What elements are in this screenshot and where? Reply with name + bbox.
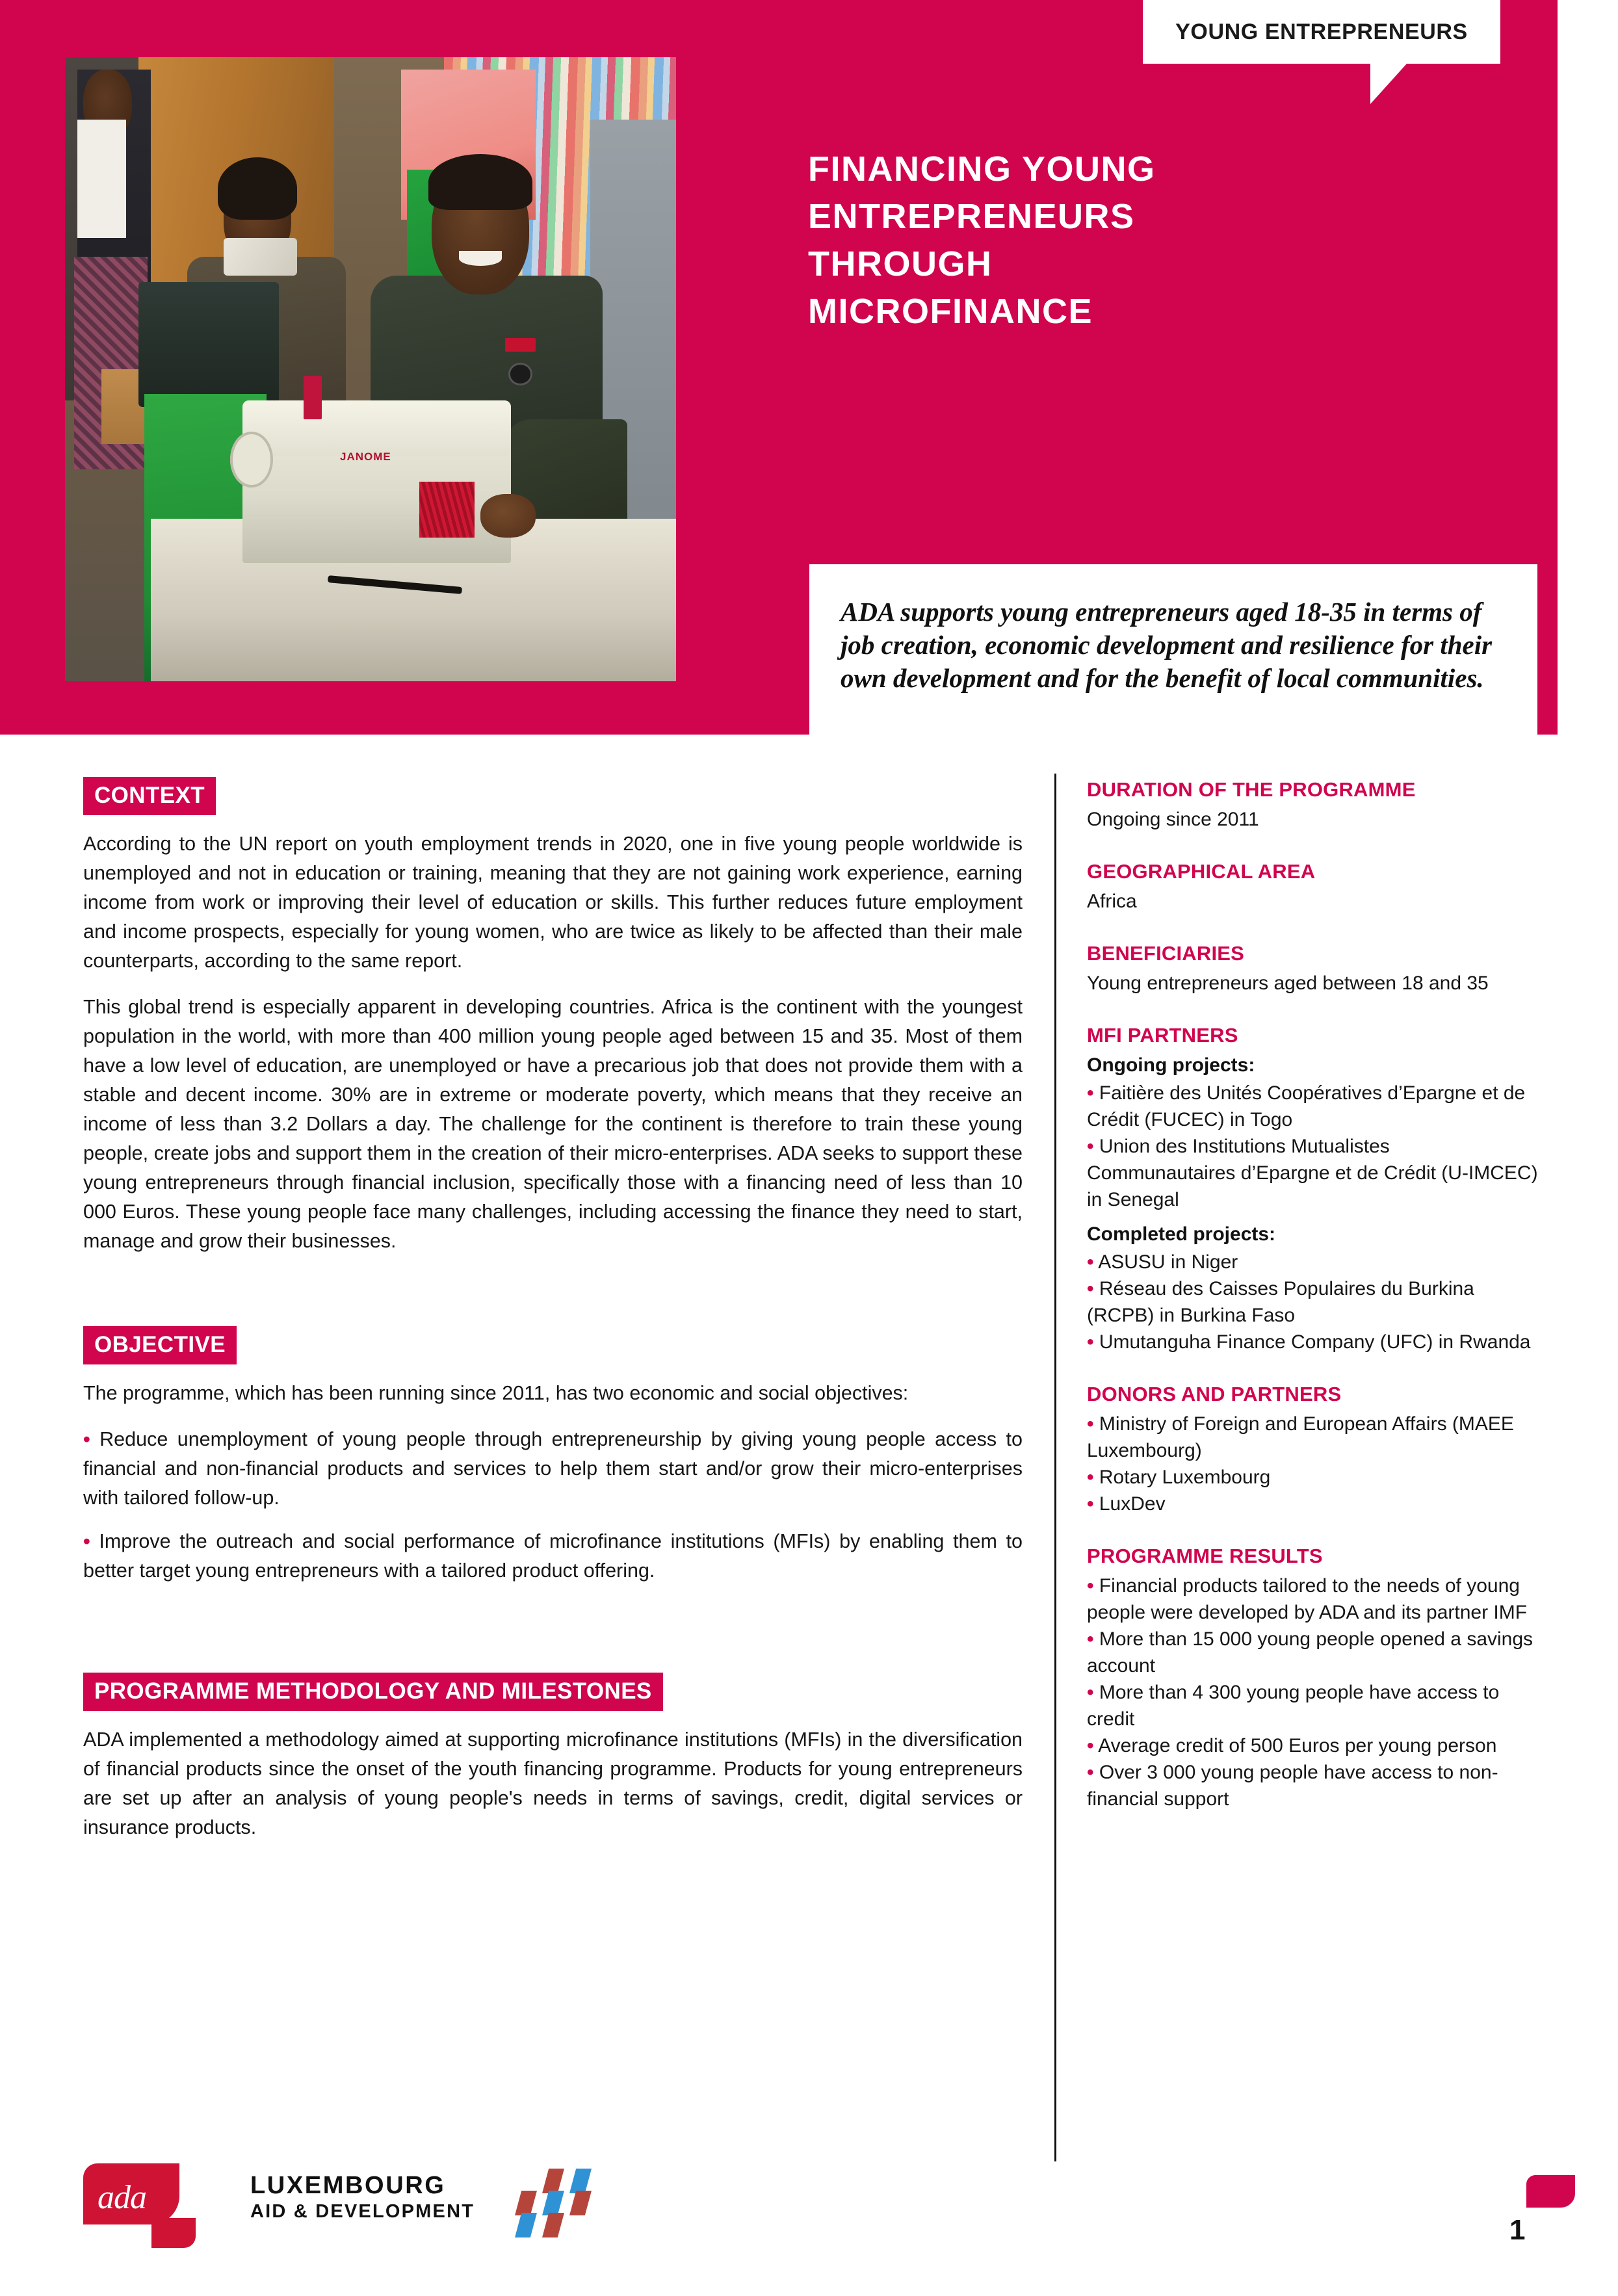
lux-logo-line-1: LUXEMBOURG [250,2172,446,2199]
photo-handwheel [230,432,273,488]
ada-logo [83,2163,197,2236]
speech-bubble-tail-icon [1370,64,1407,104]
objective-intro: The programme, which has been running since 2011, has two economic and social objectives: [83,1382,909,1404]
results-item-text: More than 4 300 young people have access to credit [1087,1682,1500,1730]
lux-logo-line-2: AID & DEVELOPMENT [250,2201,475,2222]
bullet-dot-icon: • [1087,1082,1094,1104]
objective-bullet-1 [83,1425,1023,1513]
section-heading-context: CONTEXT [83,777,216,815]
objective-bullet-1-text: Reduce unemployment of young people through entrepreneurship by giving young people access to financial and non-financial products and services to help them start and/or grow their micro-enterprises with tailored follow-up. [83,1428,1023,1509]
photo-jacket-logo [508,363,533,385]
donors-item [1087,1411,1542,1464]
beneficiaries-block [1087,941,1542,997]
bullet-dot-icon: • [1087,1493,1094,1515]
lux-mark-petal [515,2213,537,2237]
ada-logo-accent-block [151,2218,196,2248]
bullet-dot-icon: • [1087,1762,1094,1783]
mfi-completed-item-text: Réseau des Caisses Populaires du Burkina (RCPB) in Burkina Faso [1087,1278,1474,1326]
page-number-decoration [1526,2175,1575,2208]
photo-man-smile [459,251,502,266]
lux-mark-petal [569,2191,592,2215]
hero-banner [0,0,1558,735]
mfi-ongoing-item [1087,1080,1542,1133]
section-heading-methodology: PROGRAMME METHODOLOGY AND MILESTONES [83,1673,663,1711]
bullet-dot-icon: • [83,1428,90,1450]
results-item [1087,1759,1542,1812]
mfi-partners-block [1087,1023,1542,1355]
photo-sewing-machine-arm [242,400,512,456]
donors-item-text: Ministry of Foreign and European Affairs (MAEE Luxembourg) [1087,1413,1514,1461]
results-item-text: Average credit of 500 Euros per young person [1098,1735,1497,1756]
context-paragraph-2: This global trend is especially apparent in developing countries. Africa is the continent with the youngest population in the world, with more than 400 million young people aged between 15 and 35. Most of them have a low level of education, are unemployed or have a precarious job that does not provide them with a stable and decent income. 30% are in extreme or moderate poverty, which means that they receive an income of less than 3.2 Dollars a day. The challenge for the continent is therefore to train these young people, create jobs and support them in the creation of their micro-enterprises. ADA seeks to support these young entrepreneurs through financial inclusion, specifically those with a financing need of less than 10 000 Euros. These young people face many challenges, including accessing the finance they need to start, manage and grow their businesses. [83,996,1023,1252]
bullet-dot-icon: • [1087,1136,1094,1157]
donors-item-text: LuxDev [1099,1493,1166,1515]
lux-mark-petal [569,2169,592,2193]
methodology-paragraph: ADA implemented a methodology aimed at supporting microfinance institutions (MFIs) in the diversification of financial products since the onset of the youth financing programme. Products for young entrepreneurs are set up after an analysis of young people's needs in terms of savings, credit, digital services or insurance products. [83,1729,1023,1838]
bullet-dot-icon: • [1087,1331,1094,1353]
cover-photo [65,57,676,681]
results-item [1087,1626,1542,1679]
page-title [808,146,1458,335]
geography-heading: GEOGRAPHICAL AREA [1087,860,1316,883]
duration-block [1087,777,1542,833]
photo-sewing-machine-back [138,282,279,407]
objective-bullet-2 [83,1527,1023,1585]
donors-item [1087,1491,1542,1517]
results-item-text: Financial products tailored to the needs of young people were developed by ADA and its partner IMF [1087,1575,1528,1623]
photo-machine-brand-label: JANOME [340,450,391,463]
left-column [83,777,1023,1842]
bullet-dot-icon: • [1087,1628,1094,1650]
photo-red-cloth [419,482,475,538]
donors-block [1087,1381,1542,1517]
photo-woman-hair [218,157,297,220]
mfi-ongoing-label: Ongoing projects: [1087,1054,1255,1076]
mfi-ongoing-item [1087,1133,1542,1213]
mfi-completed-item [1087,1329,1542,1355]
right-column [1087,777,1542,1812]
donors-heading: DONORS AND PARTNERS [1087,1383,1342,1405]
lux-mark-petal [515,2191,537,2215]
beneficiaries-value: Young entrepreneurs aged between 18 and 35 [1087,972,1489,994]
bullet-dot-icon: • [1087,1575,1094,1597]
bullet-dot-icon: • [1087,1682,1094,1703]
photo-jacket-badge [505,338,536,352]
pull-quote-box [809,564,1537,735]
bullet-dot-icon: • [1087,1467,1094,1488]
mfi-completed-label: Completed projects: [1087,1223,1276,1245]
column-divider [1054,774,1056,2161]
geography-block [1087,859,1542,915]
photo-paper-sheet [77,120,126,238]
header-tab-label: YOUNG ENTREPRENEURS [1175,19,1468,44]
mfi-ongoing-item-text: Union des Institutions Mutualistes Communautaires d’Epargne et de Crédit (U-IMCEC) in Senegal [1087,1136,1538,1210]
section-heading-objective: OBJECTIVE [83,1326,237,1364]
objective-bullet-2-text: Improve the outreach and social performance of microfinance institutions (MFIs) by enabling them to better target young entrepreneurs with a tailored product offering. [83,1530,1023,1582]
results-item [1087,1732,1542,1759]
lux-mark-petal [542,2191,564,2215]
beneficiaries-heading: BENEFICIARIES [1087,942,1245,965]
results-item-text: Over 3 000 young people have access to non-financial support [1087,1762,1498,1810]
bullet-dot-icon: • [1087,1251,1094,1273]
bullet-dot-icon: • [83,1530,90,1552]
photo-woman-scarf [224,238,297,276]
results-heading: PROGRAMME RESULTS [1087,1545,1323,1567]
spacer-methodology [83,1600,1023,1673]
photo-man-hand [480,494,536,538]
results-item [1087,1572,1542,1626]
results-block [1087,1543,1542,1812]
page-number: 1 [1509,2214,1526,2246]
pull-quote-text: ADA supports young entrepreneurs aged 18-35 in terms of job creation, economic development and resilience for their own development and for the benefit of local communities. [841,597,1493,693]
duration-heading: DURATION OF THE PROGRAMME [1087,778,1416,801]
lux-mark-petal [542,2213,564,2237]
donors-item [1087,1464,1542,1491]
results-item [1087,1679,1542,1732]
photo-man-hair [428,154,532,210]
geography-value: Africa [1087,891,1137,912]
bullet-dot-icon: • [1087,1413,1094,1435]
spacer-objective [83,1256,1023,1326]
page-title-line-1: FINANCING YOUNG [808,150,1156,189]
duration-value: Ongoing since 2011 [1087,809,1259,830]
lux-mark-petal [542,2169,564,2193]
mfi-completed-item-text: Umutanguha Finance Company (UFC) in Rwanda [1099,1331,1531,1353]
mfi-completed-item [1087,1275,1542,1329]
context-paragraph-1: According to the UN report on youth employment trends in 2020, one in five young people worldwide is unemployed and not in education or training, meaning that they are not gaining work experience, earning income from work or improving their level of education or skills. This further reduces future employment and income prospects, especially for young women, who are twice as likely to be affected than their male counterparts, according to the same report. [83,833,1023,972]
mfi-completed-item [1087,1249,1542,1275]
bullet-dot-icon: • [1087,1735,1094,1756]
page-title-line-2: ENTREPRENEURS [808,197,1135,236]
luxembourg-aid-development-logo [250,2171,614,2236]
page-footer [0,2145,1618,2296]
donors-item-text: Rotary Luxembourg [1099,1467,1271,1488]
header-tab [1143,0,1500,64]
mfi-partners-heading: MFI PARTNERS [1087,1024,1238,1047]
photo-thread-spool [304,376,322,419]
mfi-ongoing-item-text: Faitière des Unités Coopératives d’Epargne et de Crédit (FUCEC) in Togo [1087,1082,1526,1130]
lux-logo-cross-icon [514,2169,598,2236]
mfi-completed-item-text: ASUSU in Niger [1098,1251,1238,1273]
bullet-dot-icon: • [1087,1278,1094,1299]
results-item-text: More than 15 000 young people opened a savings account [1087,1628,1533,1676]
ada-logo-wordmark: ada [98,2179,146,2216]
page-title-line-3: THROUGH [808,244,993,283]
page-title-line-4: MICROFINANCE [808,292,1093,331]
